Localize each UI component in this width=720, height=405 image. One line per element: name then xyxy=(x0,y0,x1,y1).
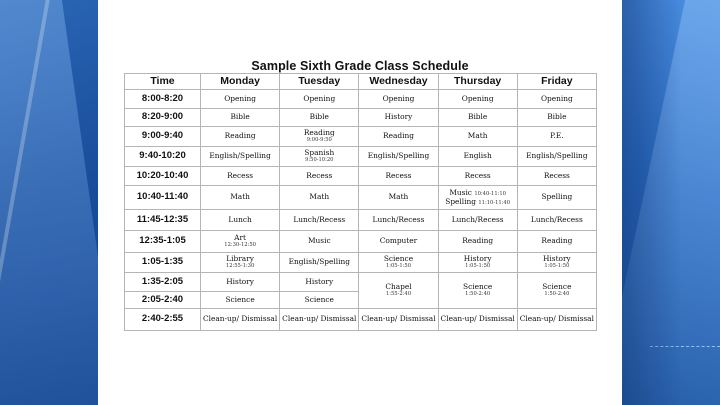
header-wednesday: Wednesday xyxy=(359,74,438,90)
cell-time-note: 9:00-9:50 xyxy=(306,136,332,143)
schedule-cell xyxy=(359,253,438,273)
schedule-cell: Bible xyxy=(517,109,596,127)
schedule-cell: English/Spelling xyxy=(359,147,438,167)
header-time: Time xyxy=(125,74,201,90)
header-thursday: Thursday xyxy=(438,74,517,90)
schedule-cell xyxy=(359,273,438,309)
schedule-cell: Recess xyxy=(359,167,438,186)
schedule-cell xyxy=(201,231,280,253)
table-row xyxy=(125,186,597,210)
schedule-cell xyxy=(438,186,517,210)
schedule-cell: P.E. xyxy=(517,127,596,147)
cell-time-note: 1:50-2:40 xyxy=(465,290,491,297)
schedule-cell: English xyxy=(438,147,517,167)
schedule-cell: Lunch/Recess xyxy=(517,210,596,231)
schedule-cell: History xyxy=(201,273,280,292)
header-row xyxy=(125,74,597,90)
cell-label: Science xyxy=(542,282,572,292)
cell-time-note: 10:40-11:10 xyxy=(474,190,506,197)
header-friday: Friday xyxy=(517,74,596,90)
schedule-cell: Math xyxy=(438,127,517,147)
cell-time-note: 12:55-1:30 xyxy=(225,262,255,269)
cell-time-note: 12:30-12:50 xyxy=(224,241,256,248)
time-cell: 2:05-2:40 xyxy=(125,292,201,309)
time-cell: 11:45-12:35 xyxy=(125,210,201,231)
schedule-cell xyxy=(201,253,280,273)
schedule-cell: Recess xyxy=(517,167,596,186)
schedule-cell: Science xyxy=(280,292,359,309)
cell-label: Library xyxy=(226,254,254,264)
table-row xyxy=(125,273,597,292)
schedule-cell: Reading xyxy=(201,127,280,147)
schedule-cell: Lunch/Recess xyxy=(438,210,517,231)
schedule-cell: Lunch/Recess xyxy=(359,210,438,231)
cell-label: Chapel xyxy=(385,282,412,292)
table-row xyxy=(125,253,597,273)
header-monday: Monday xyxy=(201,74,280,90)
schedule-cell: English/Spelling xyxy=(280,253,359,273)
cell-time-note: 9:50-10:20 xyxy=(305,156,334,163)
schedule-cell: Clean-up/ Dismissal xyxy=(438,309,517,331)
cell-label: Art xyxy=(234,233,247,243)
cell-label: Spanish xyxy=(304,148,335,158)
schedule-cell: Opening xyxy=(359,90,438,109)
schedule-cell: Bible xyxy=(201,109,280,127)
schedule-cell: Recess xyxy=(280,167,359,186)
schedule-cell: Math xyxy=(359,186,438,210)
schedule-cell: Music xyxy=(280,231,359,253)
schedule-cell xyxy=(438,253,517,273)
schedule-cell: History xyxy=(280,273,359,292)
cell-label: Reading xyxy=(303,128,335,138)
table-row xyxy=(125,309,597,331)
schedule-cell: Clean-up/ Dismissal xyxy=(280,309,359,331)
header-tuesday: Tuesday xyxy=(280,74,359,90)
time-cell: 10:20-10:40 xyxy=(125,167,201,186)
schedule-cell xyxy=(280,147,359,167)
schedule-cell xyxy=(280,127,359,147)
dashed-accent-line xyxy=(650,346,720,347)
schedule-cell: Math xyxy=(280,186,359,210)
cell-label: Science xyxy=(463,282,493,292)
schedule-cell: Opening xyxy=(438,90,517,109)
cell-label: Spelling xyxy=(445,196,477,206)
schedule-cell: English/Spelling xyxy=(201,147,280,167)
cell-time-note: 1:50-2:40 xyxy=(544,290,570,297)
cell-time-note: 1:05-1:50 xyxy=(544,262,570,269)
time-cell: 1:35-2:05 xyxy=(125,273,201,292)
schedule-cell xyxy=(438,273,517,309)
class-schedule-table xyxy=(124,73,597,331)
schedule-cell: English/Spelling xyxy=(517,147,596,167)
slide-right-decoration xyxy=(622,0,720,405)
schedule-cell xyxy=(517,253,596,273)
schedule-cell: History xyxy=(359,109,438,127)
schedule-cell: Clean-up/ Dismissal xyxy=(359,309,438,331)
schedule-cell: Reading xyxy=(359,127,438,147)
schedule-cell: Reading xyxy=(517,231,596,253)
slide-left-decoration xyxy=(0,0,98,405)
table-row xyxy=(125,231,597,253)
table-row xyxy=(125,210,597,231)
schedule-cell: Clean-up/ Dismissal xyxy=(201,309,280,331)
cell-label: Music xyxy=(449,187,472,197)
time-cell: 8:20-9:00 xyxy=(125,109,201,127)
schedule-cell: Bible xyxy=(438,109,517,127)
schedule-cell: Clean-up/ Dismissal xyxy=(517,309,596,331)
table-row xyxy=(125,127,597,147)
schedule-cell: Opening xyxy=(517,90,596,109)
schedule-cell xyxy=(517,273,596,309)
cell-label: History xyxy=(542,254,571,264)
time-cell: 10:40-11:40 xyxy=(125,186,201,210)
cell-time-note: 1:05-1:50 xyxy=(465,262,491,269)
schedule-title: Sample Sixth Grade Class Schedule xyxy=(251,59,469,73)
cell-time-note: 11:10-11:40 xyxy=(478,199,511,206)
time-cell: 9:40-10:20 xyxy=(125,147,201,167)
cell-time-note: 1:55-2:40 xyxy=(385,290,411,297)
time-cell: 1:05-1:35 xyxy=(125,253,201,273)
cell-time-note: 1:05-1:50 xyxy=(385,262,411,269)
time-cell: 12:35-1:05 xyxy=(125,231,201,253)
schedule-cell: Math xyxy=(201,186,280,210)
table-row xyxy=(125,147,597,167)
cell-label: History xyxy=(463,254,492,264)
time-cell: 2:40-2:55 xyxy=(125,309,201,331)
time-cell: 8:00-8:20 xyxy=(125,90,201,109)
table-row xyxy=(125,90,597,109)
schedule-cell: Recess xyxy=(201,167,280,186)
schedule-cell: Opening xyxy=(280,90,359,109)
table-row xyxy=(125,109,597,127)
schedule-cell: Lunch/Recess xyxy=(280,210,359,231)
schedule-cell: Bible xyxy=(280,109,359,127)
schedule-cell: Opening xyxy=(201,90,280,109)
schedule-cell: Recess xyxy=(438,167,517,186)
schedule-cell: Spelling xyxy=(517,186,596,210)
cell-label: Science xyxy=(383,254,414,264)
schedule-cell: Reading xyxy=(438,231,517,253)
schedule-cell: Lunch xyxy=(201,210,280,231)
schedule-cell: Science xyxy=(201,292,280,309)
table-row xyxy=(125,167,597,186)
schedule-cell: Computer xyxy=(359,231,438,253)
time-cell: 9:00-9:40 xyxy=(125,127,201,147)
